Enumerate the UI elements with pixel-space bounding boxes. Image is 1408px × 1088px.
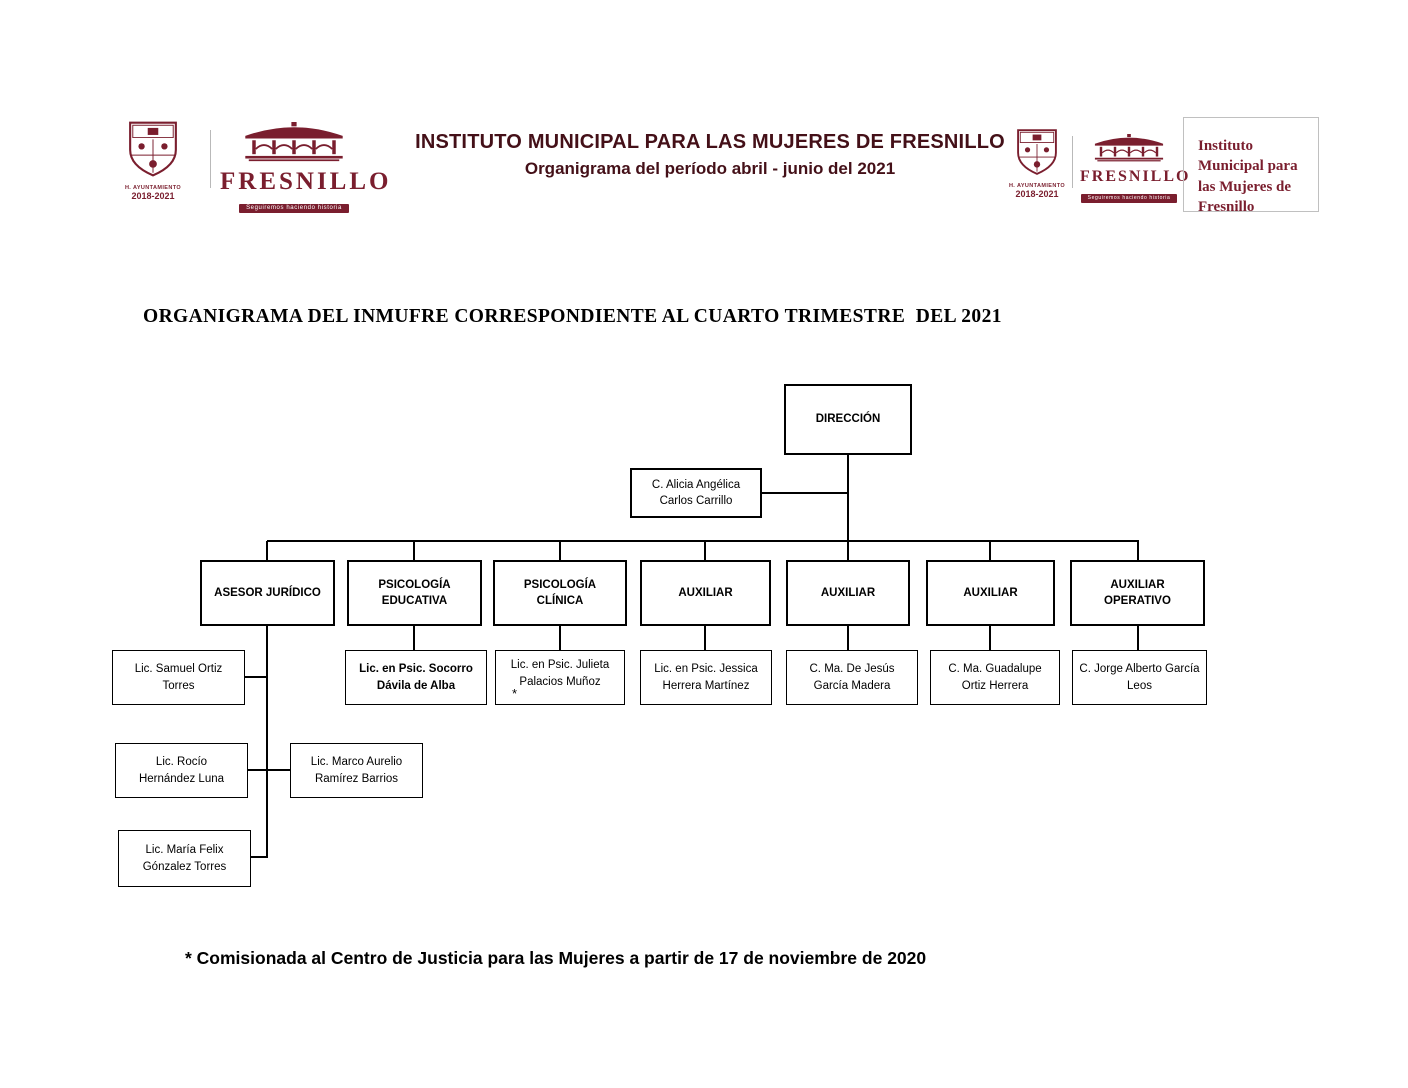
- org-box-dept-psicologia-clinica: PSICOLOGÍA CLÍNICA: [493, 560, 627, 626]
- org-box-staff-rocio-hernandez: Lic. Rocío Hernández Luna: [115, 743, 248, 798]
- org-box-dept-auxiliar-1: AUXILIAR: [640, 560, 771, 626]
- connector: [989, 626, 991, 650]
- org-box-staff-jorge-garcia: C. Jorge Alberto García Leos: [1072, 650, 1207, 705]
- header-title: INSTITUTO MUNICIPAL PARA LAS MUJERES DE FRESNILLO: [415, 131, 1005, 153]
- fresnillo-tagline: Seguiremos haciendo historia: [1081, 194, 1178, 203]
- connector: [559, 541, 561, 561]
- connector: [267, 540, 1139, 542]
- ayuntamiento-years: 2018-2021: [1015, 189, 1059, 199]
- connector: [559, 626, 561, 650]
- institute-name-box: [1183, 117, 1319, 215]
- connector: [266, 541, 268, 561]
- org-box-director: C. Alicia Angélica Carlos Carrillo: [630, 468, 762, 518]
- fresnillo-logo-right: [1080, 134, 1191, 204]
- fresnillo-logo-left: [220, 122, 392, 214]
- org-box-staff-julieta-palacios: [495, 650, 625, 705]
- connector: [704, 541, 706, 561]
- shield-icon: [125, 120, 181, 178]
- header-divider-left: [210, 130, 211, 188]
- connector: [1137, 626, 1139, 650]
- org-box-staff-socorro-davila: Lic. en Psic. Socorro Dávila de Alba: [345, 650, 487, 705]
- connector: [251, 856, 267, 858]
- org-box-dept-auxiliar-3: AUXILIAR: [926, 560, 1055, 626]
- ayuntamiento-label: H. AYUNTAMIENTO: [1008, 183, 1066, 189]
- org-box-staff-marco-ramirez: Lic. Marco Aurelio Ramírez Barrios: [290, 743, 423, 798]
- fresnillo-wordmark: FRESNILLO: [1080, 168, 1191, 185]
- fresnillo-tagline: Seguiremos haciendo historia: [239, 204, 349, 213]
- org-box-dept-auxiliar-operativo: AUXILIAR OPERATIVO: [1070, 560, 1205, 626]
- fresnillo-wordmark: FRESNILLO: [220, 168, 392, 195]
- connector: [267, 769, 290, 771]
- ayuntamiento-label: H. AYUNTAMIENTO: [124, 185, 182, 191]
- footnote-marker: *: [512, 685, 518, 701]
- org-box-dept-asesor-juridico: ASESOR JURÍDICO: [200, 560, 335, 626]
- chart-title: ORGANIGRAMA DEL INMUFRE CORRESPONDIENTE AL CUARTO TRIMESTRE DEL 2021: [143, 306, 1002, 327]
- connector: [248, 769, 267, 771]
- connector: [266, 626, 268, 858]
- ayuntamiento-logo-left: [118, 120, 188, 201]
- ayuntamiento-logo-right: [1008, 128, 1066, 199]
- connector: [413, 626, 415, 650]
- gazebo-icon: [1085, 134, 1173, 162]
- connector: [847, 626, 849, 650]
- connector: [704, 626, 706, 650]
- connector: [847, 455, 849, 541]
- header-divider-right: [1072, 136, 1073, 188]
- org-box-dept-psicologia-educativa: PSICOLOGÍA EDUCATIVA: [347, 560, 482, 626]
- connector: [989, 541, 991, 561]
- header-title-block: [380, 131, 1040, 179]
- institute-name: Instituto Municipal para las Mujeres de Fresnillo: [1198, 138, 1298, 215]
- org-box-staff-ma-guadalupe-ortiz: C. Ma. Guadalupe Ortiz Herrera: [930, 650, 1060, 705]
- org-box-staff-jessica-herrera: Lic. en Psic. Jessica Herrera Martínez: [640, 650, 772, 705]
- connector: [245, 676, 267, 678]
- org-box-staff-maria-gonzalez: Lic. María Felix Gónzalez Torres: [118, 830, 251, 887]
- org-box-direccion: DIRECCIÓN: [784, 384, 912, 455]
- shield-icon: [1015, 128, 1059, 176]
- footnote: * Comisionada al Centro de Justicia para las Mujeres a partir de 17 de noviembre de 2020: [185, 948, 927, 968]
- gazebo-icon: [228, 122, 360, 162]
- connector: [762, 492, 848, 494]
- ayuntamiento-years: 2018-2021: [131, 191, 175, 201]
- header-subtitle: Organigrama del período abril - junio del 2021: [524, 159, 896, 178]
- org-box-staff-ma-de-jesus-garcia: C. Ma. De Jesús García Madera: [786, 650, 918, 705]
- staff-name: Lic. en Psic. Julieta Palacios Muñoz: [510, 659, 610, 688]
- org-box-dept-auxiliar-2: AUXILIAR: [786, 560, 910, 626]
- connector: [413, 541, 415, 561]
- connector: [1137, 541, 1139, 561]
- org-box-staff-samuel-ortiz: Lic. Samuel Ortiz Torres: [112, 650, 245, 705]
- connector: [847, 541, 849, 561]
